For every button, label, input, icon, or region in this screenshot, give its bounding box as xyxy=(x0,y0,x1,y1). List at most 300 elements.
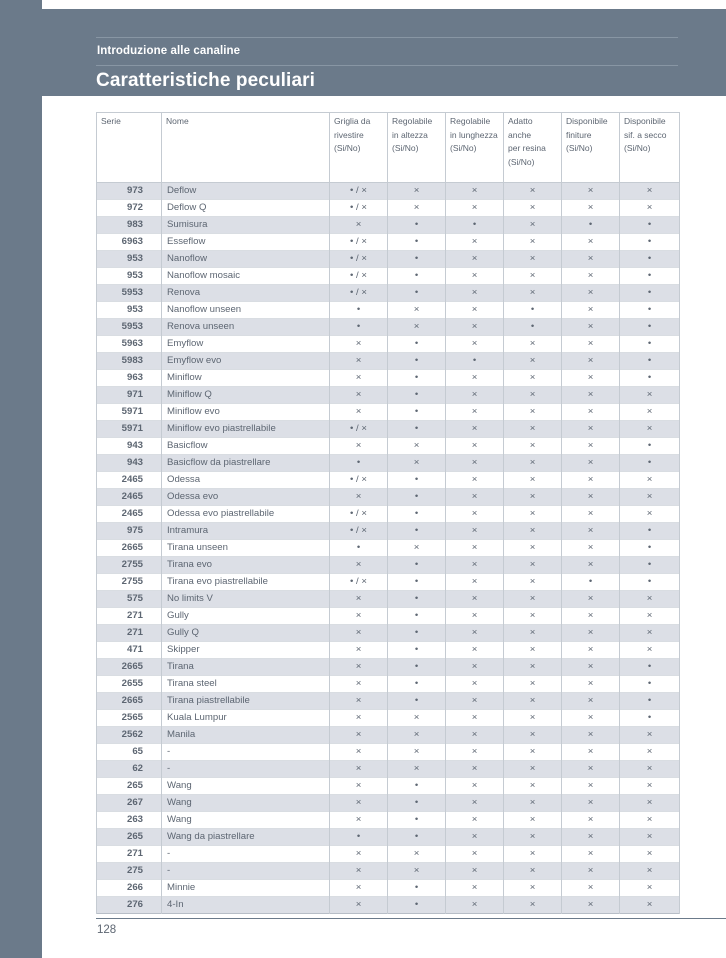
length-adjust-cell: × xyxy=(446,455,504,472)
length-adjust-cell: × xyxy=(446,693,504,710)
dry-trap-cell: × xyxy=(620,625,680,642)
resin-cell: × xyxy=(504,812,562,829)
height-adjust-cell: • xyxy=(388,591,446,608)
name-cell: Esseflow xyxy=(162,234,330,251)
name-cell: Gully Q xyxy=(162,625,330,642)
length-adjust-cell: × xyxy=(446,676,504,693)
finishes-cell: × xyxy=(562,472,620,489)
dry-trap-cell: × xyxy=(620,897,680,914)
name-cell: Deflow xyxy=(162,183,330,200)
serie-cell: 943 xyxy=(97,455,162,472)
length-adjust-cell: × xyxy=(446,642,504,659)
name-cell: Wang xyxy=(162,812,330,829)
grid-cell: • / × xyxy=(330,285,388,302)
name-cell: Renova unseen xyxy=(162,319,330,336)
left-margin-band xyxy=(0,0,42,958)
resin-cell: × xyxy=(504,268,562,285)
resin-cell: × xyxy=(504,404,562,421)
grid-cell: • / × xyxy=(330,200,388,217)
resin-cell: × xyxy=(504,659,562,676)
grid-cell: × xyxy=(330,846,388,863)
resin-cell: × xyxy=(504,710,562,727)
serie-cell: 2655 xyxy=(97,676,162,693)
length-adjust-cell: × xyxy=(446,540,504,557)
table-row xyxy=(97,353,680,370)
name-cell: Nanoflow mosaic xyxy=(162,268,330,285)
grid-cell: × xyxy=(330,353,388,370)
serie-cell: 2465 xyxy=(97,472,162,489)
length-adjust-cell: × xyxy=(446,897,504,914)
resin-cell: × xyxy=(504,489,562,506)
height-adjust-cell: × xyxy=(388,183,446,200)
finishes-cell: × xyxy=(562,778,620,795)
length-adjust-cell: × xyxy=(446,421,504,438)
name-cell: - xyxy=(162,744,330,761)
length-adjust-cell: • xyxy=(446,353,504,370)
table-row xyxy=(97,778,680,795)
name-cell: Tirana unseen xyxy=(162,540,330,557)
col-header-line: in altezza xyxy=(392,129,428,140)
page-number: 128 xyxy=(97,924,117,936)
resin-cell: × xyxy=(504,234,562,251)
name-cell: - xyxy=(162,863,330,880)
resin-cell: × xyxy=(504,370,562,387)
length-adjust-cell: × xyxy=(446,574,504,591)
length-adjust-cell: × xyxy=(446,472,504,489)
serie-cell: 975 xyxy=(97,523,162,540)
serie-cell: 5971 xyxy=(97,404,162,421)
finishes-cell: × xyxy=(562,353,620,370)
dry-trap-cell: × xyxy=(620,608,680,625)
serie-cell: 973 xyxy=(97,183,162,200)
height-adjust-cell: • xyxy=(388,625,446,642)
length-adjust-cell: × xyxy=(446,846,504,863)
dry-trap-cell: • xyxy=(620,676,680,693)
col-header-line: (Si/No) xyxy=(392,143,419,153)
length-adjust-cell: × xyxy=(446,268,504,285)
serie-cell: 2465 xyxy=(97,489,162,506)
col-header-line: Regolabile xyxy=(450,116,491,126)
name-cell: Nanoflow xyxy=(162,251,330,268)
serie-cell: 2562 xyxy=(97,727,162,744)
length-adjust-cell: × xyxy=(446,829,504,846)
finishes-cell: × xyxy=(562,727,620,744)
table-row xyxy=(97,438,680,455)
name-cell: Miniflow xyxy=(162,370,330,387)
resin-cell: × xyxy=(504,506,562,523)
height-adjust-cell: • xyxy=(388,778,446,795)
col-header-line: (Si/No) xyxy=(450,143,477,153)
height-adjust-cell: • xyxy=(388,506,446,523)
finishes-cell: × xyxy=(562,591,620,608)
serie-cell: 5963 xyxy=(97,336,162,353)
length-adjust-cell: × xyxy=(446,302,504,319)
height-adjust-cell: • xyxy=(388,353,446,370)
name-cell: Tirana evo piastrellabile xyxy=(162,574,330,591)
serie-cell: 2665 xyxy=(97,659,162,676)
table-row xyxy=(97,455,680,472)
col-header-line: per resina xyxy=(508,143,546,153)
col-header-line: (Si/No) xyxy=(334,143,361,153)
resin-cell: × xyxy=(504,472,562,489)
dry-trap-cell: • xyxy=(620,217,680,234)
table-row xyxy=(97,421,680,438)
table-row xyxy=(97,642,680,659)
length-adjust-cell: × xyxy=(446,591,504,608)
table-row xyxy=(97,217,680,234)
dry-trap-cell: × xyxy=(620,846,680,863)
col-header-lunghezza xyxy=(446,113,504,183)
finishes-cell: × xyxy=(562,455,620,472)
col-header-resina xyxy=(504,113,562,183)
col-header-line: (Si/No) xyxy=(508,156,535,167)
length-adjust-cell: × xyxy=(446,251,504,268)
name-cell: 4-In xyxy=(162,897,330,914)
dry-trap-cell: × xyxy=(620,472,680,489)
serie-cell: 2565 xyxy=(97,710,162,727)
length-adjust-cell: × xyxy=(446,506,504,523)
height-adjust-cell: • xyxy=(388,812,446,829)
name-cell: Miniflow Q xyxy=(162,387,330,404)
height-adjust-cell: • xyxy=(388,387,446,404)
grid-cell: × xyxy=(330,489,388,506)
name-cell: Sumisura xyxy=(162,217,330,234)
grid-cell: • / × xyxy=(330,183,388,200)
finishes-cell: × xyxy=(562,421,620,438)
grid-cell: × xyxy=(330,693,388,710)
height-adjust-cell: × xyxy=(388,863,446,880)
footer-rule xyxy=(96,918,726,919)
height-adjust-cell: × xyxy=(388,744,446,761)
name-cell: Tirana xyxy=(162,659,330,676)
dry-trap-cell: • xyxy=(620,659,680,676)
serie-cell: 575 xyxy=(97,591,162,608)
height-adjust-cell: × xyxy=(388,727,446,744)
table-row xyxy=(97,761,680,778)
col-header-griglia xyxy=(330,113,388,183)
col-header-serie xyxy=(97,113,162,183)
grid-cell: × xyxy=(330,404,388,421)
height-adjust-cell: • xyxy=(388,404,446,421)
serie-cell: 943 xyxy=(97,438,162,455)
resin-cell: × xyxy=(504,540,562,557)
name-cell: Nanoflow unseen xyxy=(162,302,330,319)
height-adjust-cell: • xyxy=(388,608,446,625)
table-row xyxy=(97,523,680,540)
serie-cell: 5953 xyxy=(97,285,162,302)
finishes-cell: × xyxy=(562,659,620,676)
dry-trap-cell: • xyxy=(620,285,680,302)
serie-cell: 972 xyxy=(97,200,162,217)
serie-cell: 953 xyxy=(97,302,162,319)
table-row xyxy=(97,540,680,557)
serie-cell: 2665 xyxy=(97,693,162,710)
col-header-line: in lunghezza xyxy=(450,129,498,140)
serie-cell: 2465 xyxy=(97,506,162,523)
table-row xyxy=(97,744,680,761)
col-header-line: Adatto anche xyxy=(508,116,533,140)
dry-trap-cell: × xyxy=(620,506,680,523)
grid-cell: × xyxy=(330,370,388,387)
finishes-cell: × xyxy=(562,846,620,863)
dry-trap-cell: × xyxy=(620,880,680,897)
serie-cell: 971 xyxy=(97,387,162,404)
serie-cell: 265 xyxy=(97,778,162,795)
grid-cell: • xyxy=(330,540,388,557)
table-row xyxy=(97,710,680,727)
header-rule-middle xyxy=(96,65,678,66)
name-cell: Odessa evo xyxy=(162,489,330,506)
dry-trap-cell: × xyxy=(620,489,680,506)
length-adjust-cell: × xyxy=(446,557,504,574)
serie-cell: 983 xyxy=(97,217,162,234)
finishes-cell: × xyxy=(562,336,620,353)
length-adjust-cell: × xyxy=(446,404,504,421)
serie-cell: 271 xyxy=(97,846,162,863)
dry-trap-cell: • xyxy=(620,557,680,574)
height-adjust-cell: × xyxy=(388,200,446,217)
height-adjust-cell: × xyxy=(388,302,446,319)
grid-cell: × xyxy=(330,676,388,693)
resin-cell: × xyxy=(504,285,562,302)
resin-cell: × xyxy=(504,353,562,370)
col-header-line: Disponibile xyxy=(566,116,608,126)
height-adjust-cell: • xyxy=(388,676,446,693)
name-cell: Miniflow evo xyxy=(162,404,330,421)
height-adjust-cell: • xyxy=(388,897,446,914)
length-adjust-cell: × xyxy=(446,200,504,217)
name-cell: Intramura xyxy=(162,523,330,540)
length-adjust-cell: × xyxy=(446,625,504,642)
serie-cell: 266 xyxy=(97,880,162,897)
serie-cell: 2665 xyxy=(97,540,162,557)
dry-trap-cell: × xyxy=(620,200,680,217)
resin-cell: × xyxy=(504,642,562,659)
finishes-cell: × xyxy=(562,370,620,387)
height-adjust-cell: • xyxy=(388,574,446,591)
finishes-cell: × xyxy=(562,319,620,336)
serie-cell: 263 xyxy=(97,812,162,829)
finishes-cell: × xyxy=(562,387,620,404)
table-row xyxy=(97,387,680,404)
dry-trap-cell: • xyxy=(620,336,680,353)
grid-cell: • / × xyxy=(330,574,388,591)
grid-cell: • xyxy=(330,319,388,336)
table-row xyxy=(97,336,680,353)
finishes-cell: × xyxy=(562,523,620,540)
finishes-cell: × xyxy=(562,251,620,268)
resin-cell: × xyxy=(504,676,562,693)
resin-cell: × xyxy=(504,761,562,778)
dry-trap-cell: • xyxy=(620,319,680,336)
dry-trap-cell: × xyxy=(620,863,680,880)
resin-cell: × xyxy=(504,727,562,744)
name-cell: Emyflow xyxy=(162,336,330,353)
dry-trap-cell: × xyxy=(620,812,680,829)
finishes-cell: × xyxy=(562,183,620,200)
dry-trap-cell: × xyxy=(620,421,680,438)
finishes-cell: × xyxy=(562,404,620,421)
table-row xyxy=(97,506,680,523)
length-adjust-cell: × xyxy=(446,438,504,455)
grid-cell: • / × xyxy=(330,421,388,438)
table-row xyxy=(97,472,680,489)
name-cell: Manila xyxy=(162,727,330,744)
finishes-cell: × xyxy=(562,200,620,217)
resin-cell: × xyxy=(504,829,562,846)
resin-cell: × xyxy=(504,795,562,812)
grid-cell: × xyxy=(330,812,388,829)
length-adjust-cell: × xyxy=(446,336,504,353)
dry-trap-cell: × xyxy=(620,761,680,778)
name-cell: Odessa evo piastrellabile xyxy=(162,506,330,523)
finishes-cell: × xyxy=(562,693,620,710)
table-row xyxy=(97,608,680,625)
finishes-cell: × xyxy=(562,761,620,778)
dry-trap-cell: × xyxy=(620,744,680,761)
resin-cell: × xyxy=(504,438,562,455)
col-header-line: Regolabile xyxy=(392,116,433,126)
dry-trap-cell: × xyxy=(620,404,680,421)
name-cell: - xyxy=(162,761,330,778)
dry-trap-cell: × xyxy=(620,642,680,659)
table-row xyxy=(97,251,680,268)
dry-trap-cell: • xyxy=(620,574,680,591)
height-adjust-cell: • xyxy=(388,795,446,812)
name-cell: No limits V xyxy=(162,591,330,608)
height-adjust-cell: • xyxy=(388,829,446,846)
table-row xyxy=(97,234,680,251)
length-adjust-cell: × xyxy=(446,234,504,251)
serie-cell: 2755 xyxy=(97,574,162,591)
grid-cell: × xyxy=(330,778,388,795)
finishes-cell: × xyxy=(562,285,620,302)
finishes-cell: × xyxy=(562,557,620,574)
length-adjust-cell: × xyxy=(446,370,504,387)
header-rule-top xyxy=(96,37,678,38)
name-cell: Tirana steel xyxy=(162,676,330,693)
dry-trap-cell: • xyxy=(620,693,680,710)
grid-cell: × xyxy=(330,608,388,625)
name-cell: Basicflow da piastrellare xyxy=(162,455,330,472)
table-row xyxy=(97,591,680,608)
table-row xyxy=(97,812,680,829)
height-adjust-cell: • xyxy=(388,285,446,302)
finishes-cell: × xyxy=(562,880,620,897)
serie-cell: 62 xyxy=(97,761,162,778)
grid-cell: × xyxy=(330,387,388,404)
col-header-line: Disponibile xyxy=(624,116,666,126)
serie-cell: 276 xyxy=(97,897,162,914)
height-adjust-cell: • xyxy=(388,659,446,676)
finishes-cell: × xyxy=(562,710,620,727)
height-adjust-cell: • xyxy=(388,251,446,268)
table-row xyxy=(97,863,680,880)
dry-trap-cell: × xyxy=(620,591,680,608)
col-header-line: Serie xyxy=(101,116,121,126)
finishes-cell: × xyxy=(562,863,620,880)
height-adjust-cell: × xyxy=(388,846,446,863)
serie-cell: 953 xyxy=(97,251,162,268)
dry-trap-cell: × xyxy=(620,795,680,812)
table-row xyxy=(97,557,680,574)
dry-trap-cell: • xyxy=(620,710,680,727)
grid-cell: × xyxy=(330,744,388,761)
grid-cell: × xyxy=(330,625,388,642)
resin-cell: × xyxy=(504,200,562,217)
name-cell: Kuala Lumpur xyxy=(162,710,330,727)
resin-cell: × xyxy=(504,557,562,574)
col-header-line: Griglia da xyxy=(334,116,371,126)
name-cell: Emyflow evo xyxy=(162,353,330,370)
grid-cell: × xyxy=(330,217,388,234)
grid-cell: × xyxy=(330,336,388,353)
grid-cell: × xyxy=(330,659,388,676)
resin-cell: × xyxy=(504,693,562,710)
finishes-cell: × xyxy=(562,812,620,829)
table-row xyxy=(97,880,680,897)
table-body xyxy=(97,183,680,914)
serie-cell: 471 xyxy=(97,642,162,659)
col-header-nome xyxy=(162,113,330,183)
height-adjust-cell: • xyxy=(388,557,446,574)
length-adjust-cell: × xyxy=(446,710,504,727)
table-row xyxy=(97,574,680,591)
resin-cell: × xyxy=(504,846,562,863)
serie-cell: 2755 xyxy=(97,557,162,574)
table-row xyxy=(97,319,680,336)
dry-trap-cell: × xyxy=(620,727,680,744)
length-adjust-cell: × xyxy=(446,608,504,625)
height-adjust-cell: × xyxy=(388,540,446,557)
resin-cell: × xyxy=(504,591,562,608)
finishes-cell: × xyxy=(562,268,620,285)
resin-cell: × xyxy=(504,880,562,897)
col-header-line: (Si/No) xyxy=(566,143,593,153)
length-adjust-cell: × xyxy=(446,863,504,880)
table-row xyxy=(97,795,680,812)
grid-cell: × xyxy=(330,557,388,574)
length-adjust-cell: × xyxy=(446,387,504,404)
height-adjust-cell: • xyxy=(388,370,446,387)
height-adjust-cell: × xyxy=(388,710,446,727)
height-adjust-cell: × xyxy=(388,761,446,778)
resin-cell: × xyxy=(504,217,562,234)
finishes-cell: × xyxy=(562,489,620,506)
col-header-line: (Si/No) xyxy=(624,143,651,153)
finishes-cell: × xyxy=(562,744,620,761)
dry-trap-cell: × xyxy=(620,183,680,200)
serie-cell: 963 xyxy=(97,370,162,387)
dry-trap-cell: • xyxy=(620,234,680,251)
col-header-altezza xyxy=(388,113,446,183)
dry-trap-cell: • xyxy=(620,540,680,557)
table-row xyxy=(97,693,680,710)
name-cell: Wang da piastrellare xyxy=(162,829,330,846)
table-row xyxy=(97,829,680,846)
table-row xyxy=(97,200,680,217)
name-cell: Skipper xyxy=(162,642,330,659)
finishes-cell: × xyxy=(562,897,620,914)
dry-trap-cell: × xyxy=(620,778,680,795)
height-adjust-cell: • xyxy=(388,693,446,710)
table-row xyxy=(97,285,680,302)
finishes-cell: × xyxy=(562,795,620,812)
table-row xyxy=(97,897,680,914)
height-adjust-cell: • xyxy=(388,217,446,234)
resin-cell: × xyxy=(504,455,562,472)
length-adjust-cell: × xyxy=(446,761,504,778)
